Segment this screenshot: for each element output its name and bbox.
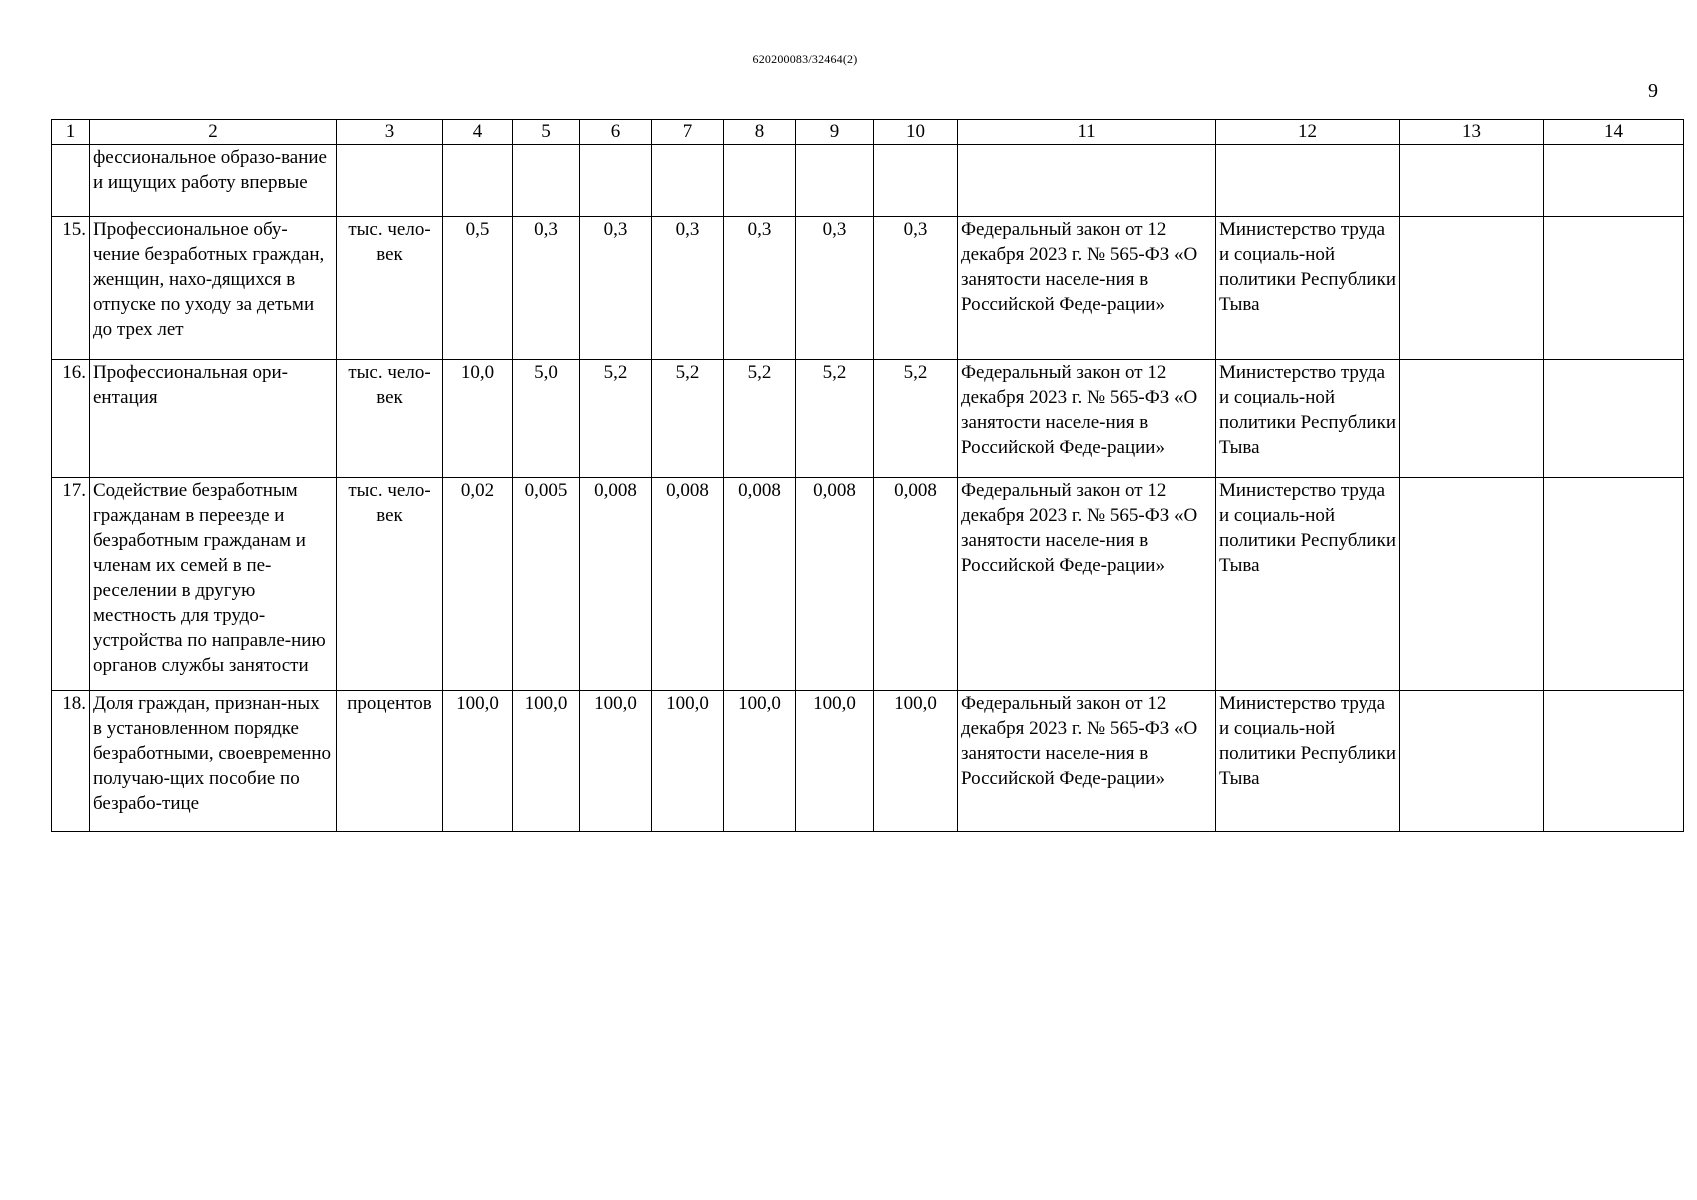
value-cell: 5,2 bbox=[724, 360, 796, 478]
column-number-header: 8 bbox=[724, 120, 796, 145]
value-cell: 0,02 bbox=[443, 478, 513, 691]
column-number-header: 6 bbox=[580, 120, 652, 145]
value-cell: 5,2 bbox=[580, 360, 652, 478]
value-cell: 100,0 bbox=[724, 691, 796, 832]
column-number-header: 13 bbox=[1400, 120, 1544, 145]
column-14-cell bbox=[1544, 478, 1684, 691]
column-13-cell bbox=[1400, 360, 1544, 478]
row-number-cell: 15. bbox=[52, 217, 90, 360]
responsible-organization-cell: Министерство труда и социаль-ной политики Республики Тыва bbox=[1216, 217, 1400, 360]
value-cell: 5,2 bbox=[874, 360, 958, 478]
value-cell: 100,0 bbox=[874, 691, 958, 832]
column-13-cell bbox=[1400, 691, 1544, 832]
table-row bbox=[52, 217, 1684, 360]
column-number-row bbox=[52, 120, 1684, 145]
value-cell: 0,008 bbox=[724, 478, 796, 691]
responsible-organization-cell: Министерство труда и социаль-ной политики Республики Тыва bbox=[1216, 478, 1400, 691]
value-cell: 0,5 bbox=[443, 217, 513, 360]
value-cell: 0,3 bbox=[513, 217, 580, 360]
value-cell: 5,2 bbox=[796, 360, 874, 478]
column-number-header: 11 bbox=[958, 120, 1216, 145]
column-13-cell bbox=[1400, 217, 1544, 360]
responsible-organization-cell: Министерство труда и социаль-ной политики Республики Тыва bbox=[1216, 691, 1400, 832]
value-cell: 100,0 bbox=[443, 691, 513, 832]
value-cell: 0,3 bbox=[724, 217, 796, 360]
value-cell: 10,0 bbox=[443, 360, 513, 478]
value-cell: 100,0 bbox=[513, 691, 580, 832]
table-row bbox=[52, 360, 1684, 478]
value-cell bbox=[874, 145, 958, 217]
page-number: 9 bbox=[1648, 80, 1658, 102]
value-cell: 0,005 bbox=[513, 478, 580, 691]
column-13-cell bbox=[1400, 478, 1544, 691]
responsible-organization-cell: Министерство труда и социаль-ной политики Республики Тыва bbox=[1216, 360, 1400, 478]
column-number-header: 14 bbox=[1544, 120, 1684, 145]
legal-basis-cell: Федеральный закон от 12 декабря 2023 г. № 565-ФЗ «О занятости населе-ния в Российской Феде-рации» bbox=[958, 217, 1216, 360]
value-cell: 5,0 bbox=[513, 360, 580, 478]
unit-cell: процентов bbox=[337, 691, 443, 832]
column-14-cell bbox=[1544, 360, 1684, 478]
responsible-organization-cell bbox=[1216, 145, 1400, 217]
column-number-header: 2 bbox=[90, 120, 337, 145]
row-number-cell bbox=[52, 145, 90, 217]
value-cell bbox=[796, 145, 874, 217]
unit-cell bbox=[337, 145, 443, 217]
value-cell: 0,008 bbox=[580, 478, 652, 691]
value-cell bbox=[513, 145, 580, 217]
column-number-header: 10 bbox=[874, 120, 958, 145]
column-number-header: 3 bbox=[337, 120, 443, 145]
column-number-header: 7 bbox=[652, 120, 724, 145]
table-body bbox=[52, 145, 1684, 832]
column-number-header: 9 bbox=[796, 120, 874, 145]
value-cell bbox=[652, 145, 724, 217]
value-cell bbox=[724, 145, 796, 217]
row-number-cell: 16. bbox=[52, 360, 90, 478]
row-number-cell: 18. bbox=[52, 691, 90, 832]
column-13-cell bbox=[1400, 145, 1544, 217]
column-number-header: 5 bbox=[513, 120, 580, 145]
indicators-table bbox=[51, 119, 1684, 832]
column-number-header: 4 bbox=[443, 120, 513, 145]
column-14-cell bbox=[1544, 691, 1684, 832]
table-row bbox=[52, 691, 1684, 832]
legal-basis-cell: Федеральный закон от 12 декабря 2023 г. № 565-ФЗ «О занятости населе-ния в Российской Феде-рации» bbox=[958, 478, 1216, 691]
legal-basis-cell: Федеральный закон от 12 декабря 2023 г. № 565-ФЗ «О занятости населе-ния в Российской Феде-рации» bbox=[958, 691, 1216, 832]
legal-basis-cell: Федеральный закон от 12 декабря 2023 г. № 565-ФЗ «О занятости населе-ния в Российской Феде-рации» bbox=[958, 360, 1216, 478]
indicator-name-cell: фессиональное образо-вание и ищущих работу впервые bbox=[90, 145, 337, 217]
value-cell: 0,3 bbox=[652, 217, 724, 360]
indicator-name-cell: Доля граждан, признан-ных в установленном порядке безработными, своевременно получаю-щих пособие по безрабо-тице bbox=[90, 691, 337, 832]
indicator-name-cell: Профессиональная ори-ентация bbox=[90, 360, 337, 478]
legal-basis-cell bbox=[958, 145, 1216, 217]
unit-cell: тыс. чело-век bbox=[337, 360, 443, 478]
value-cell: 0,008 bbox=[796, 478, 874, 691]
unit-cell: тыс. чело-век bbox=[337, 217, 443, 360]
value-cell: 100,0 bbox=[652, 691, 724, 832]
indicator-name-cell: Содействие безработным гражданам в переезде и безработным гражданам и членам их семей в пе-реселении в другую местность для трудо-устройства по направле-нию органов службы занятости bbox=[90, 478, 337, 691]
document-registration-number: 620200083/32464(2) bbox=[752, 52, 858, 66]
value-cell: 100,0 bbox=[796, 691, 874, 832]
value-cell: 0,3 bbox=[580, 217, 652, 360]
value-cell: 0,3 bbox=[874, 217, 958, 360]
table-row bbox=[52, 478, 1684, 691]
column-14-cell bbox=[1544, 145, 1684, 217]
table-row bbox=[52, 145, 1684, 217]
row-number-cell: 17. bbox=[52, 478, 90, 691]
value-cell: 0,3 bbox=[796, 217, 874, 360]
unit-cell: тыс. чело-век bbox=[337, 478, 443, 691]
indicator-name-cell: Профессиональное обу-чение безработных граждан, женщин, нахо-дящихся в отпуске по уходу за детьми до трех лет bbox=[90, 217, 337, 360]
column-number-header: 12 bbox=[1216, 120, 1400, 145]
value-cell: 0,008 bbox=[874, 478, 958, 691]
column-number-header: 1 bbox=[52, 120, 90, 145]
column-14-cell bbox=[1544, 217, 1684, 360]
value-cell bbox=[443, 145, 513, 217]
value-cell: 0,008 bbox=[652, 478, 724, 691]
value-cell bbox=[580, 145, 652, 217]
value-cell: 5,2 bbox=[652, 360, 724, 478]
value-cell: 100,0 bbox=[580, 691, 652, 832]
